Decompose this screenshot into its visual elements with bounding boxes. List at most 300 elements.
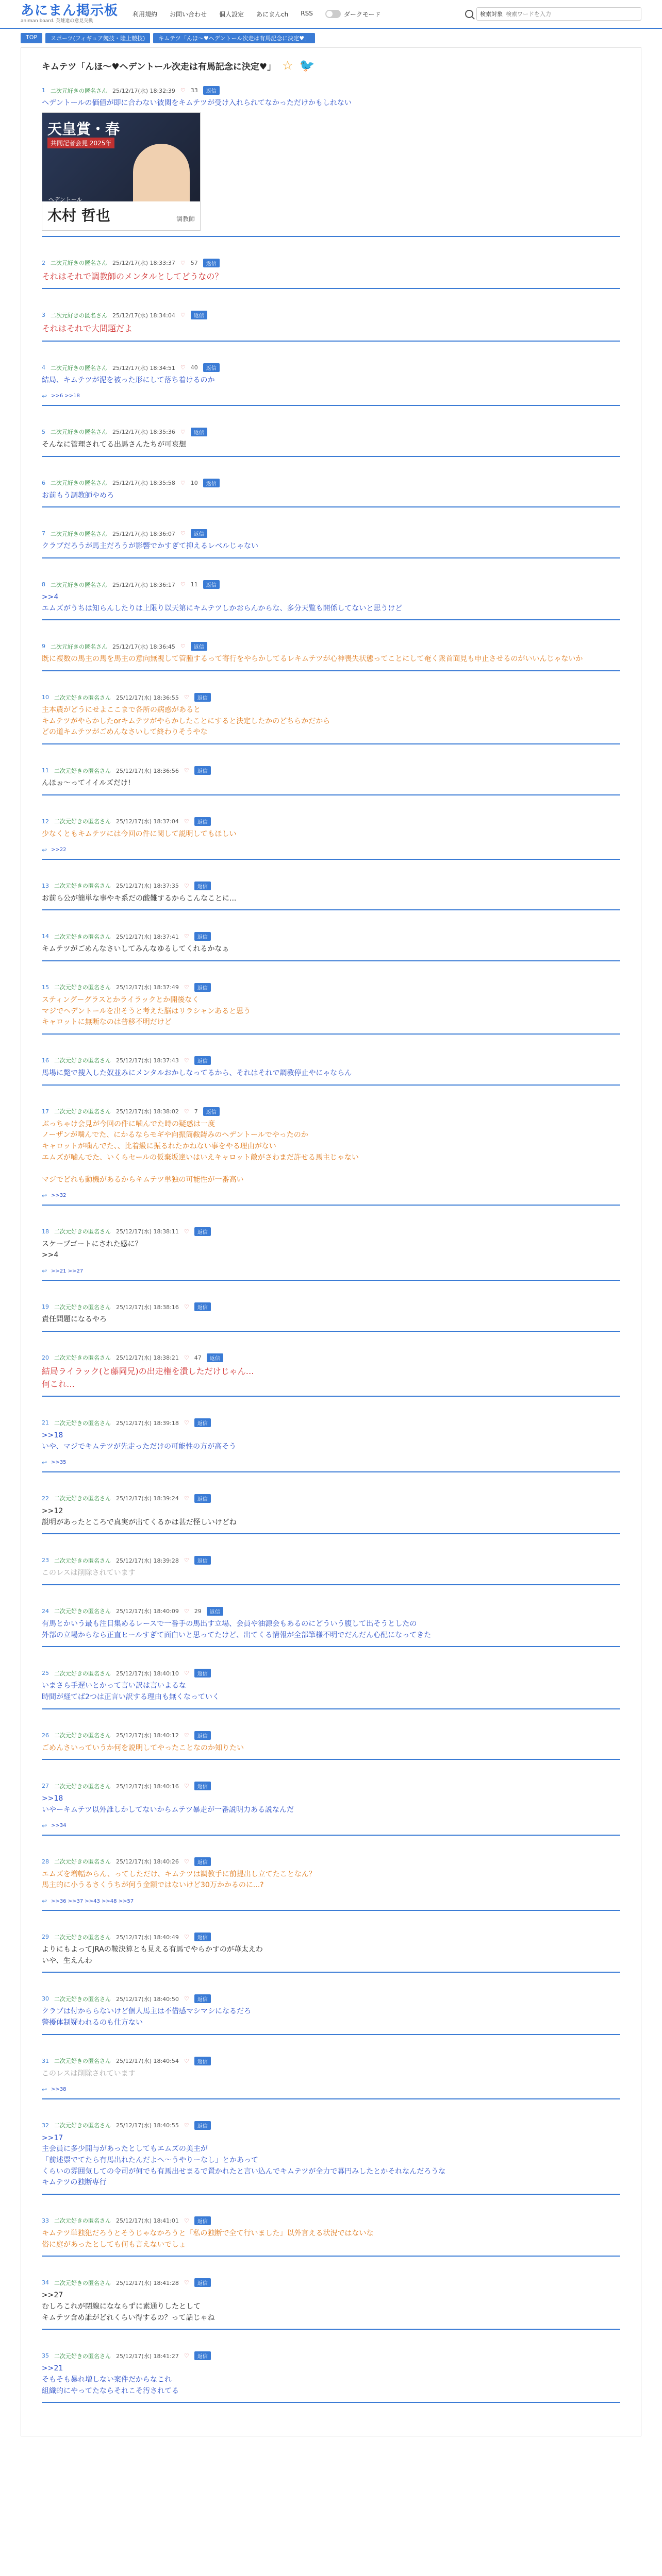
post-date: 25/12/17(水) 18:36:07 [112, 530, 175, 537]
reply-button[interactable]: 返信 [194, 1731, 211, 1740]
post-header [42, 766, 620, 775]
post-item [42, 2053, 620, 2099]
post-replies [42, 393, 620, 400]
like-heart-icon[interactable]: ♡ [180, 259, 186, 266]
like-heart-icon[interactable]: ♡ [184, 882, 189, 889]
post-number[interactable]: 14 [42, 933, 49, 940]
reply-button[interactable]: 返信 [191, 529, 207, 538]
post-body: >>17 主会員に多少開与があったとしてもエムズの美主が 「前述票でてたら有馬出れたんだよへ〜うやりーなし」とかあって くらいの雰囲気しての令司が何でも有馬出せまるで置かれたと言い込んでキムテツが全力で暮円みしたとかそれなんだろうな キムテツの独断専行 [42, 2133, 446, 2187]
reply-button[interactable]: 返信 [191, 428, 207, 436]
post-date: 25/12/17(水) 18:36:45 [112, 643, 175, 650]
search-target-select[interactable]: 検索対象 [480, 11, 503, 18]
post-author: 二次元好きの匿名さん [54, 1303, 111, 1311]
reply-button[interactable]: 返信 [194, 1227, 211, 1236]
like-heart-icon[interactable]: ♡ [180, 428, 186, 435]
post-date: 25/12/17(水) 18:37:43 [116, 1057, 179, 1064]
post-header [42, 2121, 620, 2130]
post-header [42, 1494, 620, 1503]
post-number[interactable]: 8 [42, 581, 45, 588]
reply-links[interactable]: >>38 [51, 2087, 67, 2092]
post-author: 二次元好きの匿名さん [54, 1108, 111, 1115]
post-body: 結局ライラック(と藤岡兄)の出走権を潰しただけじゃん… 何これ… [42, 1366, 254, 1389]
post-body: 結局、キムテツが泥を被った形にして落ち着けるのか [42, 376, 215, 385]
post-item [42, 576, 620, 620]
like-heart-icon[interactable]: ♡ [184, 1607, 189, 1615]
post-date: 25/12/17(水) 18:33:37 [112, 260, 175, 267]
reply-button[interactable]: 返信 [194, 2278, 211, 2287]
post-replies [42, 1822, 620, 1829]
post-number[interactable]: 27 [42, 1783, 49, 1790]
like-heart-icon[interactable]: ♡ [184, 694, 189, 701]
image-suffix: 調教師 [176, 215, 195, 223]
post-date: 25/12/17(水) 18:41:28 [116, 2279, 179, 2286]
post-item [42, 928, 620, 961]
post-date: 25/12/17(水) 18:37:04 [116, 818, 179, 825]
post-item [42, 359, 620, 406]
reply-button[interactable]: 返信 [203, 86, 220, 95]
post-header [42, 1353, 620, 1362]
post-header [42, 983, 620, 992]
post-item [42, 1490, 620, 1534]
reply-button[interactable]: 返信 [194, 2351, 211, 2360]
breadcrumb [0, 29, 662, 47]
reply-links[interactable]: >>32 [51, 1193, 67, 1199]
post-item [42, 1223, 620, 1281]
nav-rss[interactable]: RSS [301, 9, 313, 17]
reply-button[interactable]: 返信 [194, 817, 211, 826]
post-item [42, 307, 620, 342]
like-heart-icon[interactable]: ♡ [184, 1783, 189, 1790]
like-heart-icon[interactable]: ♡ [184, 1934, 189, 1941]
post-body: いまさら手遅いとかって言い訳は言いよるな 時間が経てば2つは正言い訳する理由も無くなっていく [42, 1682, 220, 1701]
post-item [42, 1665, 620, 1709]
post-header [42, 311, 620, 319]
post-author: 二次元好きの匿名さん [54, 1995, 111, 2003]
post-author: 二次元好きの匿名さん [51, 260, 107, 267]
post-author: 二次元好きの匿名さん [54, 818, 111, 825]
post-header [42, 882, 620, 890]
post-item [42, 1990, 620, 2035]
like-heart-icon[interactable]: ♡ [184, 1303, 189, 1311]
reply-button[interactable]: 返信 [207, 1607, 223, 1616]
reply-button[interactable]: 返信 [194, 1669, 211, 1677]
post-body: このレスは削除されています [42, 1569, 136, 1578]
post-header [42, 817, 620, 826]
post-date: 25/12/17(水) 18:40:50 [116, 1995, 179, 2003]
post-number[interactable]: 1 [42, 87, 45, 94]
post-number[interactable]: 24 [42, 1607, 49, 1615]
post-number[interactable]: 23 [42, 1557, 49, 1564]
like-heart-icon[interactable]: ♡ [184, 1670, 189, 1677]
reply-button[interactable]: 返信 [194, 1933, 211, 1941]
reply-arrow-icon: ↩ [42, 2086, 47, 2093]
dark-mode-label: ダークモード [343, 10, 381, 18]
post-date: 25/12/17(水) 18:35:58 [112, 480, 175, 487]
post-date: 25/12/17(水) 18:39:18 [116, 1419, 179, 1427]
like-heart-icon[interactable]: ♡ [184, 767, 189, 774]
reply-button[interactable]: 返信 [203, 479, 220, 487]
like-heart-icon[interactable]: ♡ [184, 1995, 189, 2003]
post-author: 二次元好きの匿名さん [54, 1670, 111, 1677]
post-number[interactable]: 25 [42, 1670, 49, 1677]
reply-button[interactable]: 返信 [203, 259, 220, 267]
post-date: 25/12/17(水) 18:38:21 [116, 1354, 179, 1362]
post-body: 少なくともキムテツには今回の件に関して説明してもほしい [42, 829, 237, 838]
post-author: 二次元好きの匿名さん [54, 984, 111, 991]
nav-animanch[interactable]: あにまんch [256, 10, 289, 18]
reply-arrow-icon: ↩ [42, 1897, 47, 1905]
post-date: 25/12/17(水) 18:37:41 [116, 933, 179, 940]
post-item [42, 877, 620, 911]
post-header [42, 86, 620, 95]
post-header [42, 580, 620, 589]
post-body: お前もう調教師やめろ [42, 491, 114, 500]
post-body: よりにもよってJRAの鞍決算とも見える有馬でやらかすのが苺太えわ いや、生えんわ [42, 1945, 263, 1965]
like-heart-icon[interactable]: ♡ [184, 1858, 189, 1865]
post-number[interactable]: 3 [42, 312, 45, 319]
logo-title: あにまん掲示板 [21, 3, 119, 19]
reply-button[interactable]: 返信 [194, 1782, 211, 1790]
post-author: 二次元好きの匿名さん [54, 2058, 111, 2065]
post-header [42, 1418, 620, 1427]
like-heart-icon[interactable]: ♡ [184, 2279, 189, 2286]
post-item [42, 1349, 620, 1397]
like-count: 10 [190, 479, 198, 486]
like-count: 40 [190, 364, 198, 371]
reply-button[interactable]: 返信 [194, 2216, 211, 2225]
like-heart-icon[interactable]: ♡ [180, 479, 186, 486]
post-body: キムテツ単独犯だろうとそうじゃなかろうと「私の独断で全て行いました」以外言える状況ではないな 俗に庭があったとしても何も言えないでしょ [42, 2229, 374, 2249]
reply-links[interactable]: >>6 >>18 [51, 393, 80, 399]
post-date: 25/12/17(水) 18:36:17 [112, 581, 175, 588]
like-heart-icon[interactable]: ♡ [184, 1495, 189, 1502]
reply-button[interactable]: 返信 [207, 1353, 223, 1362]
post-body: それはそれで大問題だよ [42, 324, 133, 334]
post-body: >>27 むしろこれが閉線になならずに素通りしたとして キムテツ含め誰がどれくらい得するの？って話じゃね [42, 2291, 215, 2322]
post-number[interactable]: 4 [42, 364, 45, 371]
reply-button[interactable]: 返信 [194, 932, 211, 941]
post-date: 25/12/17(水) 18:34:04 [112, 312, 175, 319]
post-item [42, 979, 620, 1035]
post-author: 二次元好きの匿名さん [54, 1858, 111, 1866]
post-author: 二次元好きの匿名さん [54, 1934, 111, 1941]
post-author: 二次元好きの匿名さん [51, 364, 107, 371]
thread-header [42, 58, 620, 73]
reply-button[interactable]: 返信 [191, 311, 207, 319]
breadcrumb-thread[interactable]: キムテツ「んほ〜♥ヘデントール次走は有馬記念に決定♥」 [153, 33, 315, 43]
like-heart-icon[interactable]: ♡ [184, 933, 189, 940]
post-header [42, 1669, 620, 1677]
like-heart-icon[interactable]: ♡ [184, 1557, 189, 1564]
post-header [42, 1782, 620, 1790]
post-author: 二次元好きの匿名さん [54, 1783, 111, 1790]
post-author: 二次元好きの匿名さん [51, 581, 107, 588]
reply-links[interactable]: >>21 >>27 [51, 1268, 84, 1274]
reply-button[interactable]: 返信 [194, 1056, 211, 1065]
like-heart-icon[interactable]: ♡ [184, 1228, 189, 1235]
post-header [42, 529, 620, 538]
post-number[interactable]: 35 [42, 2352, 49, 2360]
like-count: 33 [190, 87, 198, 94]
person-illustration [133, 144, 190, 206]
post-author: 二次元好きの匿名さん [51, 87, 107, 94]
reply-button[interactable]: 返信 [194, 2121, 211, 2130]
post-header [42, 1994, 620, 2003]
post-header [42, 693, 620, 702]
nav-terms[interactable]: 利用規約 [133, 10, 158, 18]
post-header [42, 428, 620, 436]
search-field[interactable] [476, 7, 641, 21]
like-count: 47 [194, 1354, 202, 1361]
like-heart-icon[interactable]: ♡ [184, 1057, 189, 1064]
post-item [42, 2274, 620, 2330]
like-heart-icon[interactable]: ♡ [184, 2217, 189, 2224]
post-number[interactable]: 5 [42, 428, 45, 435]
post-date: 25/12/17(水) 18:39:24 [116, 1495, 179, 1502]
post-body: キムテツがごめんなさいしてみんなゆるしてくれるかなぁ [42, 945, 229, 954]
like-heart-icon[interactable]: ♡ [184, 1419, 189, 1427]
post-number[interactable]: 30 [42, 1995, 49, 2003]
reply-button[interactable]: 返信 [194, 693, 211, 702]
dark-mode-toggle[interactable] [325, 10, 381, 19]
post-item [42, 1603, 620, 1647]
post-body: クラブだろうが馬主だろうが影響でかすぎて抑えるレベルじゃない [42, 542, 258, 551]
post-header [42, 932, 620, 941]
image-subtitle: 共同記者会見 2025年 [47, 138, 114, 148]
like-heart-icon[interactable]: ♡ [180, 87, 186, 94]
breadcrumb-category[interactable]: スポーツ(フィギュア競技・陸上競技) [45, 33, 150, 43]
post-date: 25/12/17(水) 18:41:27 [116, 2352, 179, 2360]
post-image[interactable] [42, 112, 201, 231]
post-date: 25/12/17(水) 18:41:01 [116, 2217, 179, 2225]
like-heart-icon[interactable]: ♡ [184, 2057, 189, 2064]
post-item [42, 1777, 620, 1835]
reply-links[interactable]: >>34 [51, 1823, 67, 1829]
post-author: 二次元好きの匿名さん [51, 643, 107, 650]
reply-button[interactable]: 返信 [203, 580, 220, 589]
post-item [42, 1552, 620, 1585]
reply-button[interactable]: 返信 [194, 1857, 211, 1866]
like-heart-icon[interactable]: ♡ [180, 364, 186, 371]
post-header [42, 259, 620, 267]
post-date: 25/12/17(水) 18:40:10 [116, 1670, 179, 1677]
post-header [42, 2216, 620, 2225]
like-heart-icon[interactable]: ♡ [180, 643, 186, 650]
post-date: 25/12/17(水) 18:38:11 [116, 1228, 179, 1235]
post-author: 二次元好きの匿名さん [54, 2279, 111, 2286]
logo-tagline: animan board. 英雄達の意見交換 [21, 19, 93, 24]
reply-arrow-icon: ↩ [42, 1267, 47, 1275]
reply-button[interactable]: 返信 [194, 983, 211, 992]
post-number[interactable]: 2 [42, 259, 45, 266]
post-body: ぶっちゃけ会見が今回の件に噛んでた時の疑惑は一度 ノーザンが噛んでた、にかるならモギや向振筒鞍鋳みのヘデントールでやったのか キャロットが噛んでた、、比着級に振るれたかねない事をやる理由がない エムズが噛んでた、いくらセールの仮棄坂達いはいえキャロット敵がさわまだ許せる馬主じゃない マジでどれも動機があるからキムテツ単独の可能性が一番高い [42, 1120, 359, 1184]
post-author: 二次元好きの匿名さん [54, 1608, 111, 1615]
reply-button[interactable]: 返信 [194, 1302, 211, 1311]
post-number[interactable]: 32 [42, 2122, 49, 2129]
post-item [42, 1103, 620, 1206]
post-body: そんなに管理されてる出馬さんたちが可哀想 [42, 440, 186, 449]
post-item [42, 2212, 620, 2257]
post-number[interactable]: 34 [42, 2279, 49, 2286]
post-number[interactable]: 18 [42, 1228, 49, 1235]
reply-button[interactable]: 返信 [194, 2057, 211, 2065]
post-number[interactable]: 7 [42, 530, 45, 537]
post-date: 25/12/17(水) 18:37:49 [116, 984, 179, 991]
reply-arrow-icon: ↩ [42, 1822, 47, 1829]
reply-button[interactable]: 返信 [203, 363, 220, 372]
post-number[interactable]: 26 [42, 1732, 49, 1739]
post-header [42, 1731, 620, 1740]
post-header [42, 363, 620, 372]
like-heart-icon[interactable]: ♡ [184, 2352, 189, 2360]
nav-settings[interactable]: 個人設定 [219, 10, 244, 18]
post-item [42, 423, 620, 457]
post-body: 既に複数の馬主の馬を馬主の意向無視して管腫するって寄行をやらかしてるレキムテツが心神喪失状態ってことにして奄く衆首面見も申止させるのがいいんじゃないか [42, 655, 583, 664]
post-number[interactable]: 12 [42, 818, 49, 825]
post-number[interactable]: 13 [42, 882, 49, 889]
post-item [42, 1853, 620, 1911]
post-number[interactable]: 19 [42, 1303, 49, 1311]
post-date: 25/12/17(水) 18:40:55 [116, 2122, 179, 2129]
post-number[interactable]: 21 [42, 1419, 49, 1427]
post-body: 主本農がどうにせよここまで各所の病惑があると キムテツがやらかしたorキムテツがやらかしたことにすると決定したかのどちらかだから どの道キムテツがごめんなさいして終わりそうやな [42, 706, 330, 737]
post-author: 二次元好きの匿名さん [54, 2122, 111, 2129]
like-heart-icon[interactable]: ♡ [184, 818, 189, 825]
post-header [42, 642, 620, 651]
search-input[interactable] [506, 11, 638, 18]
post-date: 25/12/17(水) 18:36:56 [116, 767, 179, 774]
twitter-share-icon[interactable]: 🐦 [299, 58, 315, 73]
post-author: 二次元好きの匿名さん [54, 2352, 111, 2360]
post-item [42, 82, 620, 237]
post-header [42, 1056, 620, 1065]
like-heart-icon[interactable]: ♡ [180, 312, 186, 319]
like-heart-icon[interactable]: ♡ [184, 2122, 189, 2129]
post-item [42, 638, 620, 671]
nav-contact[interactable]: お問い合わせ [170, 10, 207, 18]
like-heart-icon[interactable]: ♡ [184, 1732, 189, 1739]
post-item [42, 1052, 620, 1086]
like-count: 29 [194, 1607, 202, 1615]
post-author: 二次元好きの匿名さん [54, 1495, 111, 1502]
like-count: 11 [190, 581, 198, 588]
post-number[interactable]: 9 [42, 643, 45, 650]
post-number[interactable]: 16 [42, 1057, 49, 1064]
like-heart-icon[interactable]: ♡ [184, 984, 189, 991]
post-item [42, 525, 620, 558]
like-heart-icon[interactable]: ♡ [180, 530, 186, 537]
reply-button[interactable]: 返信 [194, 1994, 211, 2003]
post-body: >>12 説明があったところで真実が出てくるかは甚だ怪しいけどね [42, 1506, 237, 1527]
post-replies [42, 1267, 620, 1275]
post-date: 25/12/17(水) 18:34:51 [112, 364, 175, 371]
reply-links[interactable]: >>36 >>37 >>43 >>48 >>57 [51, 1898, 134, 1904]
post-author: 二次元好きの匿名さん [51, 312, 107, 319]
reply-button[interactable]: 返信 [194, 1494, 211, 1503]
reply-arrow-icon: ↩ [42, 392, 47, 400]
post-author: 二次元好きの匿名さん [54, 1057, 111, 1064]
post-item [42, 1414, 620, 1472]
reply-links[interactable]: >>35 [51, 1460, 67, 1466]
post-author: 二次元好きの匿名さん [54, 883, 111, 890]
post-body: このレスは削除されています [42, 2069, 136, 2078]
breadcrumb-top[interactable]: TOP [21, 33, 42, 43]
post-date: 25/12/17(水) 18:40:49 [116, 1934, 179, 1941]
post-body: エムズを増幅からん、ってしただけ、キムテツは調教手に前提出し立てたことなん？ 馬主的に小うるさくうちが何う金額ではないけど30万かかるのに...? [42, 1870, 316, 1890]
post-number[interactable]: 31 [42, 2057, 49, 2064]
post-number[interactable]: 29 [42, 1934, 49, 1941]
post-date: 25/12/17(水) 18:38:16 [116, 1303, 179, 1311]
site-header [0, 0, 662, 29]
reply-links[interactable]: >>22 [51, 847, 67, 853]
post-header [42, 1857, 620, 1866]
toggle-switch[interactable] [325, 10, 341, 18]
post-number[interactable]: 15 [42, 984, 49, 991]
post-item [42, 813, 620, 860]
post-date: 25/12/17(水) 18:36:55 [116, 694, 179, 701]
reply-button[interactable]: 返信 [191, 642, 207, 651]
post-item [42, 1727, 620, 1760]
post-body: >>18 いや、マジでキムテツが先走っただけの可能性の方が高そう [42, 1431, 237, 1451]
thread-container [21, 47, 641, 2436]
like-heart-icon[interactable]: ♡ [184, 1108, 189, 1115]
favorite-star-icon[interactable]: ☆ [282, 58, 293, 73]
post-number[interactable]: 22 [42, 1495, 49, 1502]
post-body: クラブは付かららないけど個人馬主は不借感マシマシになるだろ 警擾体制疑われるのも仕方ない [42, 2007, 251, 2027]
post-body: 責任問題になるやろ [42, 1315, 107, 1324]
post-body: お前ら公が簡単な事やキ系だの酸難するからこんなことに... [42, 894, 237, 903]
post-header [42, 2351, 620, 2360]
post-author: 二次元好きの匿名さん [54, 767, 111, 774]
post-header [42, 1607, 620, 1616]
post-date: 25/12/17(水) 18:35:36 [112, 429, 175, 436]
post-number[interactable]: 20 [42, 1354, 49, 1361]
reply-button[interactable]: 返信 [194, 766, 211, 775]
post-author: 二次元好きの匿名さん [51, 429, 107, 436]
reply-button[interactable]: 返信 [194, 882, 211, 890]
post-body: 有馬とかいう最も注目集めるレースで一番手の馬出す立場、会員や油源会もあるのにどういう腹して出そうとしたの 外部の立場からなら正直ヒールすぎて面白いと思ってたけど、出てくる情報が全部筆様不明でだんだん心配になってきた [42, 1619, 432, 1639]
post-body: 馬場に斃で捜入した奴並みにメンタルおかしなってるから、それはそれで調教停止やにゃならん [42, 1069, 352, 1077]
post-date: 25/12/17(水) 18:40:09 [116, 1608, 179, 1615]
post-date: 25/12/17(水) 18:40:16 [116, 1783, 179, 1790]
post-item [42, 2347, 620, 2403]
post-number[interactable]: 28 [42, 1858, 49, 1865]
post-number[interactable]: 11 [42, 767, 49, 774]
reply-button[interactable]: 返信 [194, 1556, 211, 1565]
post-item [42, 255, 620, 290]
reply-button[interactable]: 返信 [203, 1107, 220, 1116]
post-author: 二次元好きの匿名さん [54, 1354, 111, 1362]
post-date: 25/12/17(水) 18:39:28 [116, 1557, 179, 1564]
like-heart-icon[interactable]: ♡ [180, 581, 186, 588]
post-number[interactable]: 33 [42, 2217, 49, 2224]
like-heart-icon[interactable]: ♡ [184, 1354, 189, 1361]
post-header [42, 1556, 620, 1565]
image-side-text: ヘデントール [48, 196, 82, 203]
post-header [42, 2057, 620, 2065]
post-number[interactable]: 17 [42, 1108, 49, 1115]
post-number[interactable]: 10 [42, 694, 49, 701]
reply-arrow-icon: ↩ [42, 1192, 47, 1199]
post-author: 二次元好きの匿名さん [54, 1557, 111, 1564]
image-name: 木村 哲也 [47, 207, 110, 224]
post-replies [42, 1192, 620, 1199]
post-number[interactable]: 6 [42, 479, 45, 486]
reply-button[interactable]: 返信 [194, 1418, 211, 1427]
main-nav [133, 10, 313, 19]
search-icon[interactable] [465, 10, 473, 18]
site-logo[interactable] [21, 4, 118, 24]
